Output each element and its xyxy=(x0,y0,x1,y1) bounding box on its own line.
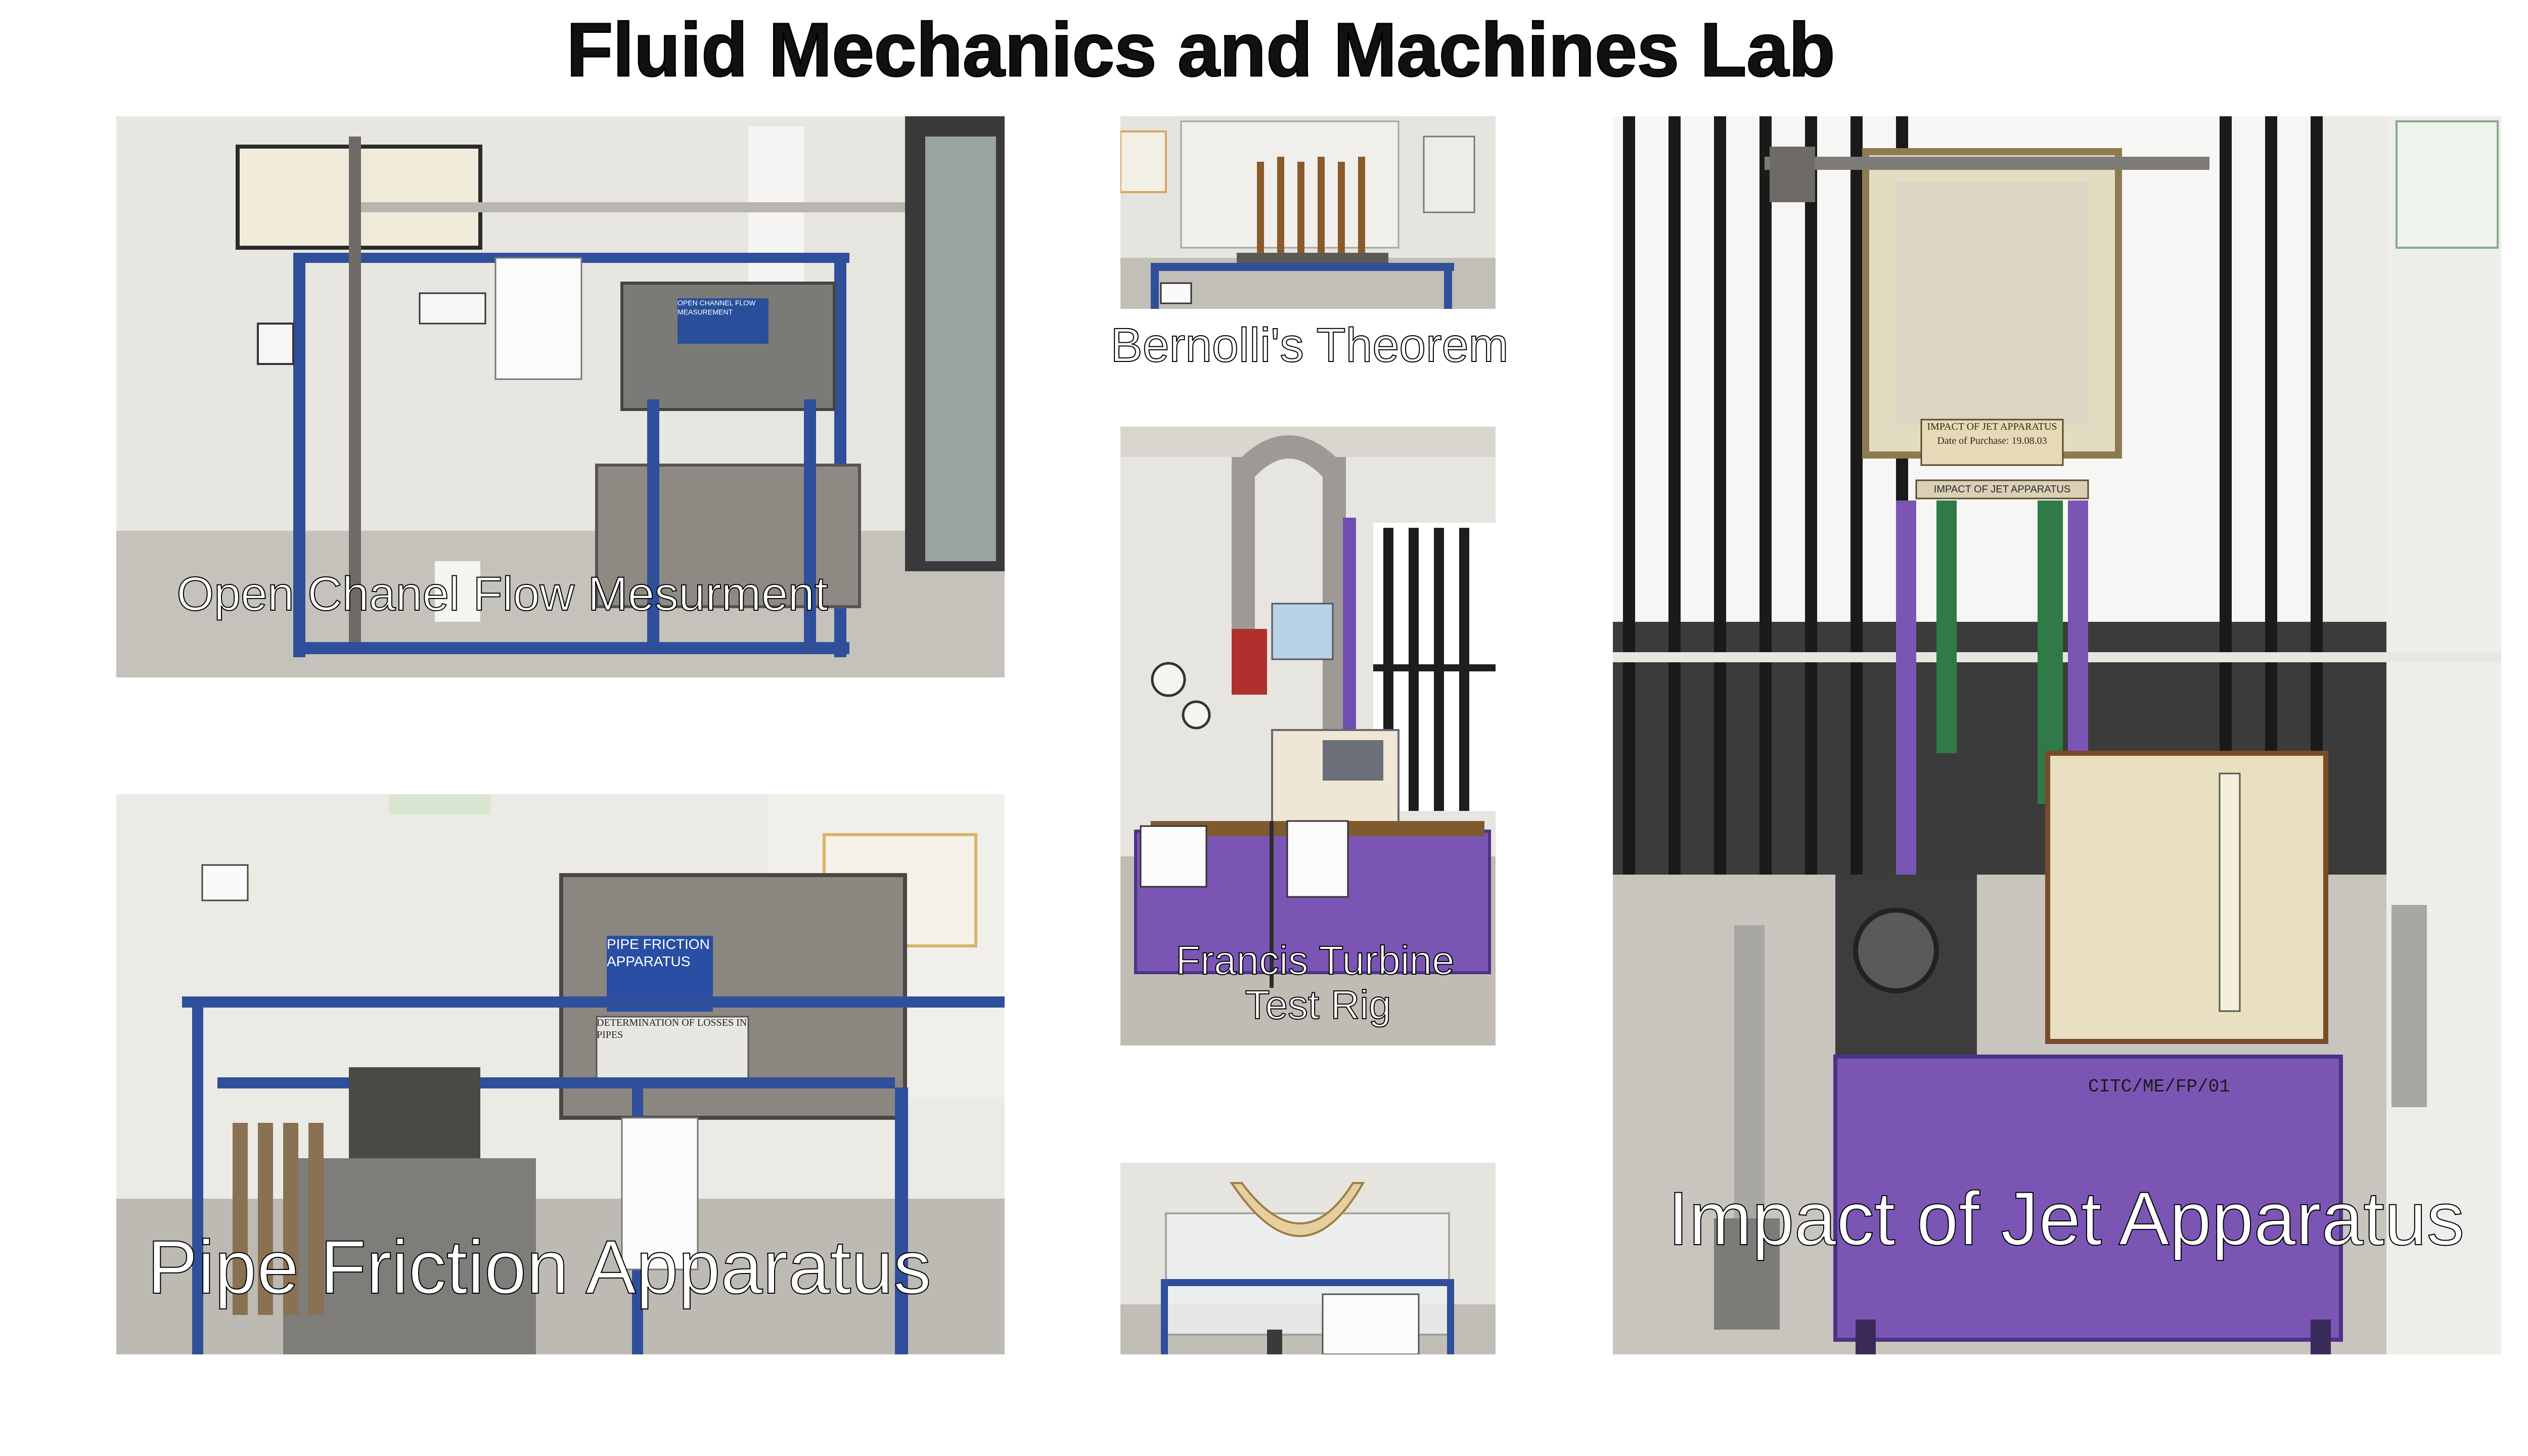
pipe-friction-caption: Pipe Friction Apparatus xyxy=(147,1224,931,1309)
bernoulli-caption: Bernolli's Theorem xyxy=(1110,318,1509,372)
impact-of-jet-photo xyxy=(1613,116,2501,1354)
francis-turbine-caption-line2: Test Rig xyxy=(1245,982,1391,1027)
page-title: Fluid Mechanics and Machines Lab xyxy=(566,7,1835,92)
impact-plate-line2: Date of Purchase: 19.08.03 xyxy=(1937,435,2047,446)
pipe-friction-photo xyxy=(116,794,1005,1354)
pipe-friction-sheet: DETERMINATION OF LOSSES IN PIPES xyxy=(597,1017,747,1040)
unlabeled-apparatus-scene xyxy=(1120,1163,1496,1354)
unlabeled-apparatus-photo xyxy=(1120,1163,1496,1354)
impact-of-jet-caption: Impact of Jet Apparatus xyxy=(1667,1176,2465,1261)
impact-plate-line1: IMPACT OF JET APPARATUS xyxy=(1927,421,2057,432)
pipe-friction-plate: PIPE FRICTION APPARATUS xyxy=(607,936,710,969)
impact-of-jet-strip: IMPACT OF JET APPARATUS xyxy=(1933,484,2071,495)
francis-turbine-caption-line1: Francis Turbine xyxy=(1176,938,1455,983)
open-channel-flow-caption: Open Chanel Flow Mesurment xyxy=(176,567,828,621)
open-channel-flow-photo xyxy=(116,116,1005,677)
bernoulli-photo xyxy=(1120,116,1496,309)
impact-of-jet-plate xyxy=(1923,420,2061,448)
bernoulli-scene xyxy=(1120,116,1496,309)
impact-of-jet-tag: CITC/ME/FP/01 xyxy=(2088,1076,2230,1097)
francis-turbine-photo xyxy=(1120,427,1496,1045)
open-channel-plate: OPEN CHANNEL FLOW MEASUREMENT xyxy=(678,299,756,316)
impact-of-jet-scene xyxy=(1613,116,2501,1354)
